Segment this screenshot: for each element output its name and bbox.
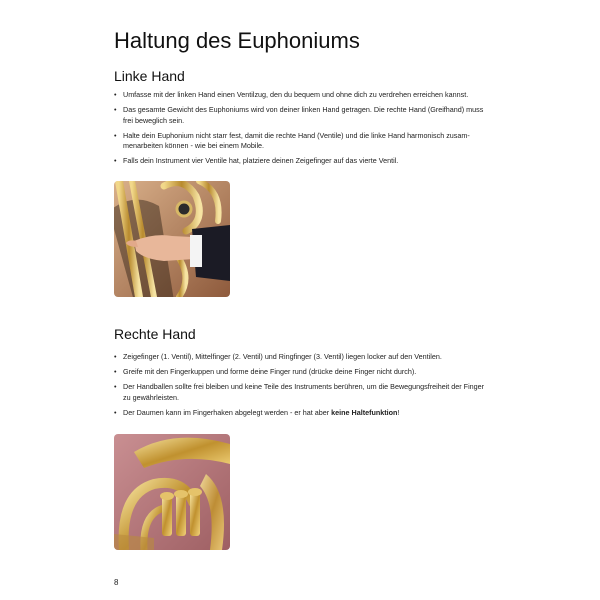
euphonium-right-hand-photo: [114, 434, 230, 550]
page-title: Haltung des Euphoniums: [114, 28, 360, 53]
page-number: 8: [114, 578, 119, 587]
list-item: [114, 408, 486, 419]
bold-emphasis: keine Haltefunktion: [331, 407, 398, 417]
list-item-text: Der Daumen kann im Fingerhaken abgelegt werden - er hat aber: [123, 407, 332, 417]
list-item: • Das gesamte Gewicht des Euphoniums wird von deiner linken Hand getragen. Die rechte Hand (Greifhand) muss frei beweglich sein.: [114, 105, 486, 126]
list-item: • Halte dein Euphonium nicht starr fest, damit die rechte Hand (Ventile) und die linke Hand harmonisch zusammenarbeiten können - wie bei einem Mobile.: [114, 131, 486, 152]
right-hand-list: [114, 352, 486, 423]
section-heading-right-hand: Rechte Hand: [114, 326, 196, 342]
left-hand-list: [114, 90, 486, 171]
euphonium-left-hand-photo: [114, 181, 230, 297]
section-heading-left-hand: Linke Hand: [114, 68, 185, 84]
list-item: • Umfasse mit der linken Hand einen Ventilzug, den du bequem und ohne dich zu verdrehen erreichen kannst.: [114, 90, 486, 101]
euphonium-left-hand-illustration: [114, 181, 230, 297]
list-item: • Greife mit den Fingerkuppen und forme deine Finger rund (drücke deine Finger nicht durch).: [114, 367, 486, 378]
list-item-text-end: !: [397, 407, 400, 417]
euphonium-right-hand-illustration: [114, 434, 230, 550]
list-item: • Der Handballen sollte frei bleiben und keine Teile des Instruments berühren, um die Bewegungsfreiheit der Finger zu gewährleisten.: [114, 382, 486, 403]
list-item: • Falls dein Instrument vier Ventile hat, platziere deinen Zeigefinger auf das vierte Ventil.: [114, 156, 486, 167]
list-item: • Zeigefinger (1. Ventil), Mittelfinger (2. Ventil) und Ringfinger (3. Ventil) liegen locker auf den Ventilen.: [114, 352, 486, 363]
